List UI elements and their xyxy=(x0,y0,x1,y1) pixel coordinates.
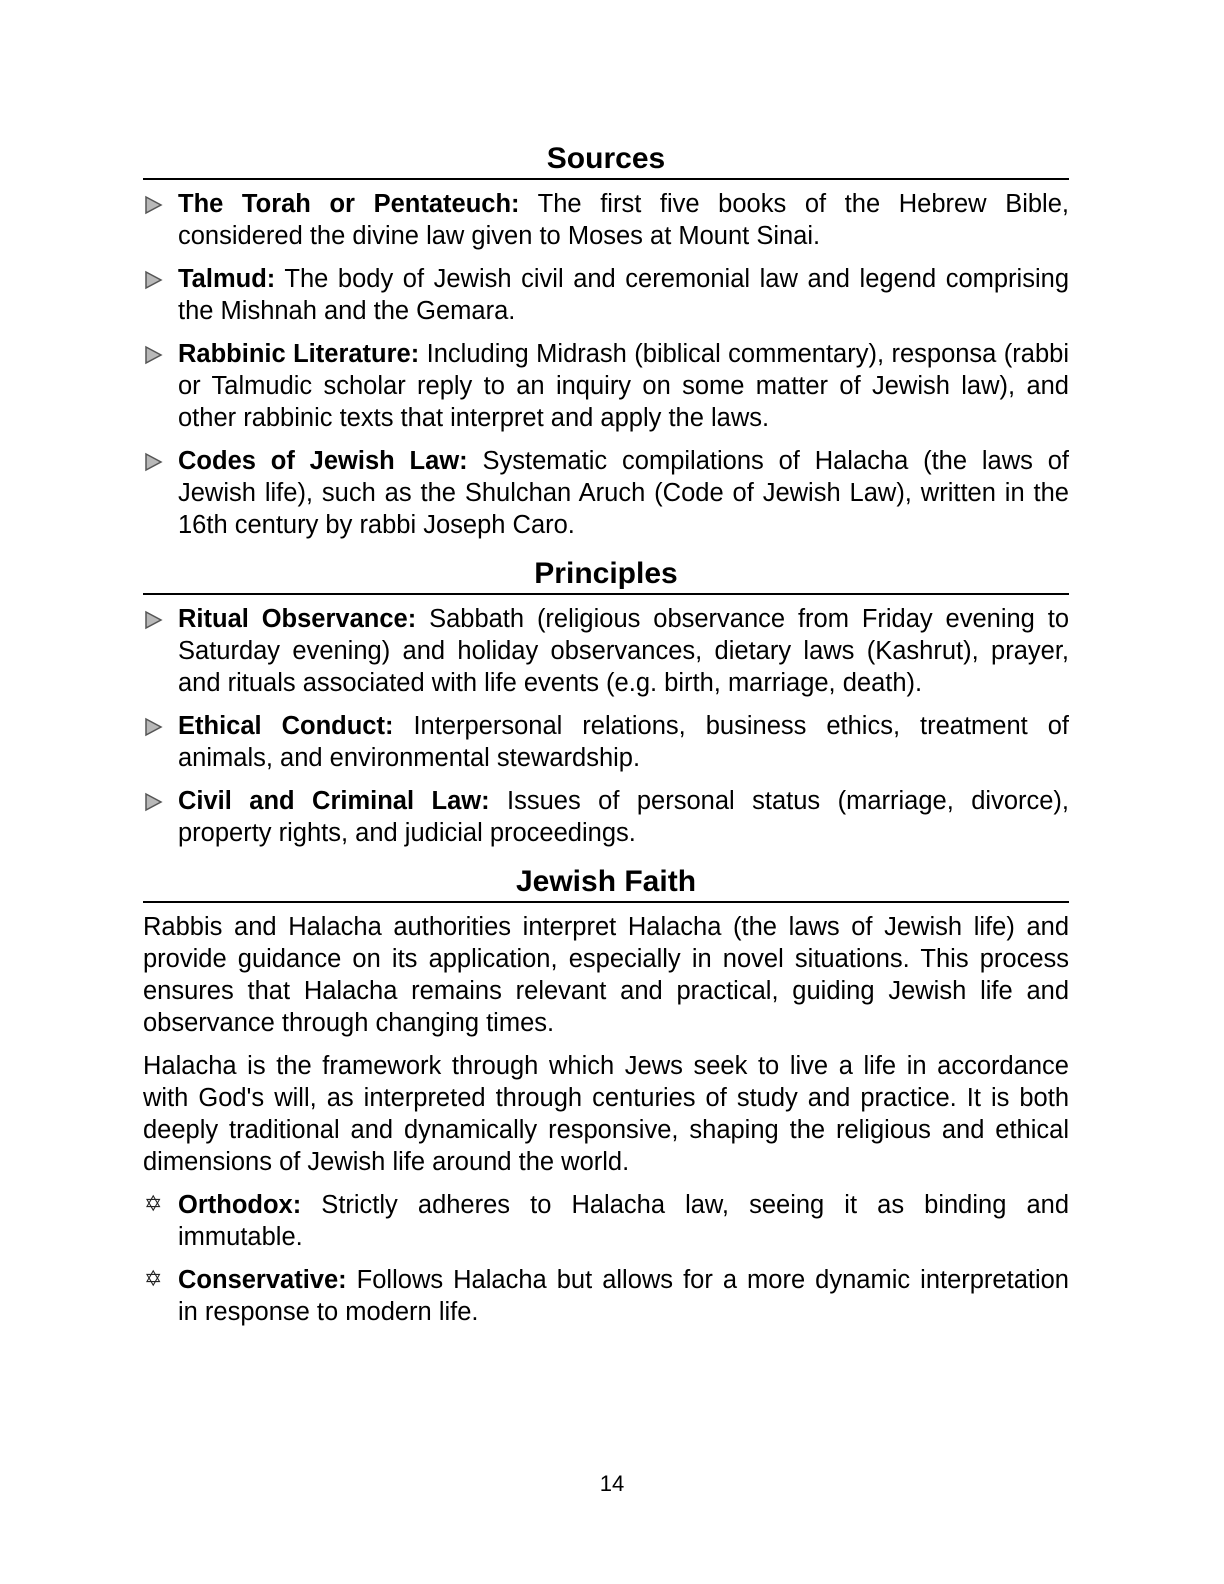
item-term: Ritual Observance: xyxy=(178,605,417,633)
faith-paragraph: Rabbis and Halacha authorities interpret Halacha (the laws of Jewish life) and provide guidance on its application, especially in novel situations. This process ensures that Halacha remains relevant and practical, guiding Jewish life and observance through changing times. xyxy=(143,913,1069,1037)
star-of-david-icon: ✡ xyxy=(144,1266,163,1291)
item-term: Rabbinic Literature: xyxy=(178,340,420,368)
list-item xyxy=(143,603,1069,699)
item-text: Strictly adheres to Halacha law, seeing it as binding and immutable. xyxy=(178,1191,1069,1251)
item-text: The first five books of the Hebrew Bible, considered the divine law given to Moses at Mount Sinai. xyxy=(178,190,1069,250)
item-term: Codes of Jewish Law: xyxy=(178,447,468,475)
list-item xyxy=(143,188,1069,252)
list-item xyxy=(143,710,1069,774)
page-number: 14 xyxy=(599,1471,625,1496)
item-text: Interpersonal relations, business ethics, treatment of animals, and environmental stewardship. xyxy=(178,712,1069,772)
item-text: Sabbath (religious observance from Friday evening to Saturday evening) and holiday observances, dietary laws (Kashrut), prayer, and rituals associated with life events (e.g. birth, marriage, death). xyxy=(178,605,1069,697)
item-term: Civil and Criminal Law: xyxy=(178,787,490,815)
triangle-arrow-icon xyxy=(143,610,163,630)
triangle-arrow-icon xyxy=(143,452,163,472)
item-term: Orthodox: xyxy=(178,1191,302,1219)
triangle-arrow-icon xyxy=(143,270,163,290)
faith-list xyxy=(143,1189,1069,1328)
section-heading-sources: Sources xyxy=(143,140,1069,180)
triangle-arrow-icon xyxy=(143,792,163,812)
item-text: Follows Halacha but allows for a more dynamic interpretation in response to modern life. xyxy=(178,1266,1069,1326)
star-of-david-icon: ✡ xyxy=(144,1191,163,1216)
principles-list xyxy=(143,603,1069,849)
faith-paragraph: Halacha is the framework through which Jews seek to live a life in accordance with God's will, as interpreted through centuries of study and practice. It is both deeply traditional and dynamically responsive, shaping the religious and ethical dimensions of Jewish life around the world. xyxy=(143,1052,1069,1176)
triangle-arrow-icon xyxy=(143,345,163,365)
item-text: Issues of personal status (marriage, divorce), property rights, and judicial proceedings. xyxy=(178,787,1069,847)
sources-list xyxy=(143,188,1069,541)
list-item xyxy=(143,1189,1069,1253)
page-content xyxy=(143,140,1069,1339)
item-term: Conservative: xyxy=(178,1266,347,1294)
item-term: Talmud: xyxy=(178,265,276,293)
list-item xyxy=(143,338,1069,434)
item-text: Including Midrash (biblical commentary), responsa (rabbi or Talmudic scholar reply to an inquiry on some matter of Jewish law), and other rabbinic texts that interpret and apply the laws. xyxy=(178,340,1069,432)
item-text: The body of Jewish civil and ceremonial law and legend comprising the Mishnah and the Gemara. xyxy=(178,265,1069,325)
list-item xyxy=(143,1264,1069,1328)
section-heading-jewish-faith: Jewish Faith xyxy=(143,863,1069,903)
item-text: Systematic compilations of Halacha (the laws of Jewish life), such as the Shulchan Aruch (Code of Jewish Law), written in the 16th century by rabbi Joseph Caro. xyxy=(178,447,1069,539)
triangle-arrow-icon xyxy=(143,717,163,737)
section-heading-principles: Principles xyxy=(143,555,1069,595)
item-term: The Torah or Pentateuch: xyxy=(178,190,520,218)
list-item xyxy=(143,263,1069,327)
triangle-arrow-icon xyxy=(143,195,163,215)
list-item xyxy=(143,785,1069,849)
list-item xyxy=(143,445,1069,541)
item-term: Ethical Conduct: xyxy=(178,712,394,740)
